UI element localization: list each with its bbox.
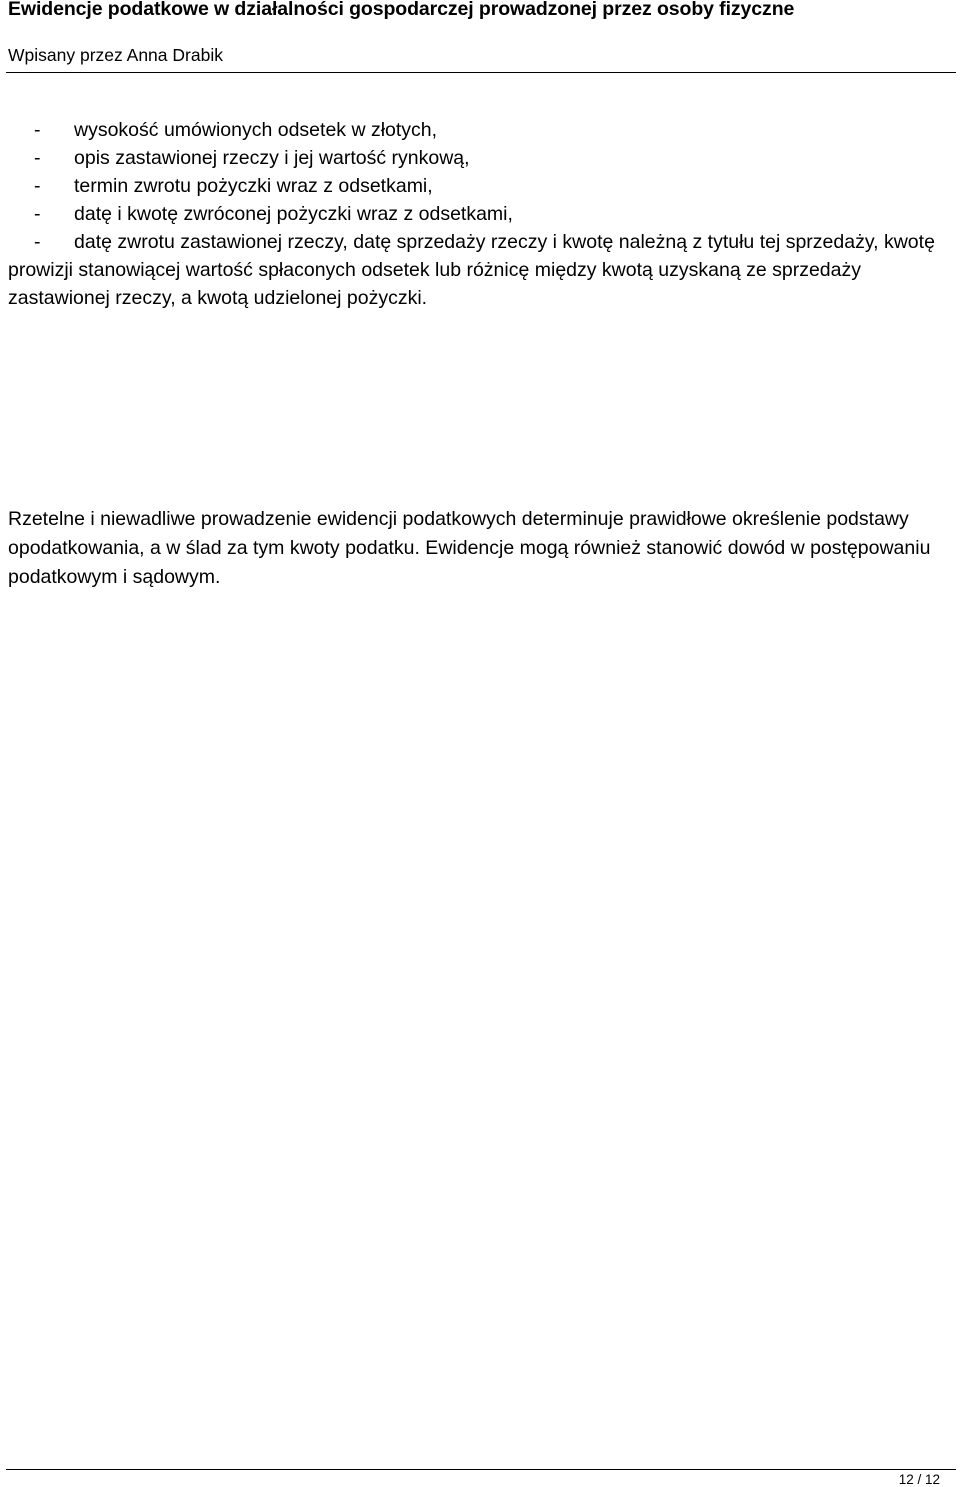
list-item-text: termin zwrotu pożyczki wraz z odsetkami, bbox=[74, 175, 433, 197]
document-title: Ewidencje podatkowe w działalności gospodarczej prowadzonej przez osoby fizyczne bbox=[8, 0, 795, 20]
bullet-list bbox=[8, 116, 953, 312]
dash-bullet: - bbox=[34, 147, 41, 169]
list-item bbox=[8, 116, 953, 144]
list-item bbox=[8, 172, 953, 200]
dash-bullet: - bbox=[34, 175, 41, 197]
header-divider bbox=[6, 72, 956, 73]
body-paragraph: Rzetelne i niewadliwe prowadzenie ewidencji podatkowych determinuje prawidłowe określenie podstawy opodatkowania, a w ślad za tym kwoty podatku. Ewidencje mogą również stanowić dowód w postępowaniu podatkowym i sądowym. bbox=[8, 508, 931, 588]
dash-bullet: - bbox=[34, 119, 41, 141]
page-number: 12 / 12 bbox=[898, 1472, 940, 1487]
list-item-text: datę zwrotu zastawionej rzeczy, datę sprzedaży rzeczy i kwotę należną z tytułu tej sprzedaży, kwotę prowizji stanowiącej wartość spłaconych odsetek lub różnicę między kwotą uzyskaną ze sprzedaży zastawionej rzeczy, a kwotą udzielonej pożyczki. bbox=[8, 231, 935, 309]
footer-divider bbox=[6, 1469, 956, 1470]
dash-bullet: - bbox=[34, 231, 41, 253]
list-item-text: wysokość umówionych odsetek w złotych, bbox=[74, 119, 438, 141]
list-item bbox=[8, 228, 953, 312]
document-author: Wpisany przez Anna Drabik bbox=[8, 45, 223, 65]
list-item bbox=[8, 200, 953, 228]
list-item-text: opis zastawionej rzeczy i jej wartość rynkową, bbox=[74, 147, 470, 169]
list-item-text: datę i kwotę zwróconej pożyczki wraz z odsetkami, bbox=[74, 203, 513, 225]
list-item bbox=[8, 144, 953, 172]
dash-bullet: - bbox=[34, 203, 41, 225]
